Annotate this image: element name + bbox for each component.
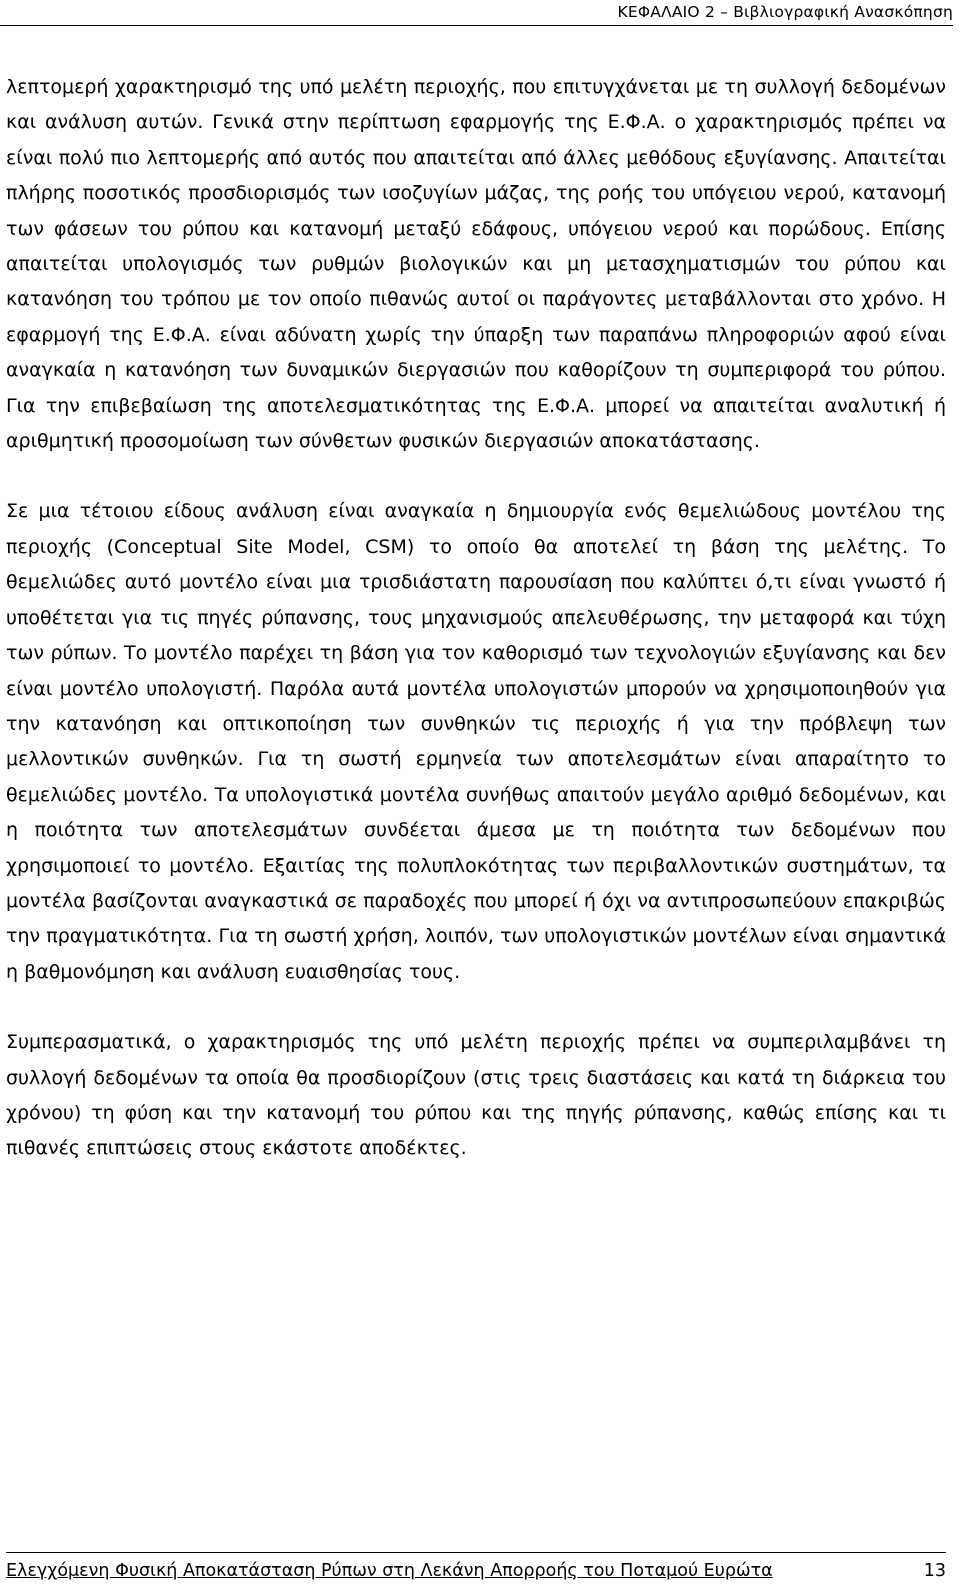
page-number: 13 <box>923 1561 946 1581</box>
page-header <box>0 2 953 26</box>
footer-document-title: Ελεγχόμενη Φυσική Αποκατάσταση Ρύπων στη Λεκάνη Απορροής του Ποταμού Ευρώτα <box>6 1561 773 1581</box>
chapter-title: ΚΕΦΑΛΑΙΟ 2 – Βιβλιογραφική Ανασκόπηση <box>617 3 953 21</box>
body-text <box>6 70 946 1167</box>
paragraph-3: Συμπερασματικά, ο χαρακτηρισμός της υπό μελέτη περιοχής πρέπει να συμπεριλαμβάνει τη συλλογή δεδομένων τα οποία θα προσδιορίζουν (στις τρεις διαστάσεις και κατά τη διάρκεια του χρόνου) τη φύση και την κατανομή του ρύπου και της πηγής ρύπανσης, καθώς επίσης και τι πιθανές επιπτώσεις στους εκάστοτε αποδέκτες. <box>6 1031 946 1160</box>
paragraph-2: Σε μια τέτοιου είδους ανάλυση είναι αναγκαία η δημιουργία ενός θεμελιώδους μοντέλου της περιοχής (Conceptual Site Model, CSM) το οποίο θα αποτελεί τη βάση της μελέτης. Το θεμελιώδες αυτό μοντέλο είναι μια τρισδιάστατη παρουσίαση που καλύπτει ό,τι είναι γνωστό ή υποθέτεται για τις πηγές ρύπανσης, τους μηχανισμούς απελευθέρωσης, την μεταφορά και τύχη των ρύπων. Το μοντέλο παρέχει τη βάση για τον καθορισμό των τεχνολογιών εξυγίανσης και δεν είναι μοντέλο υπολογιστή. Παρόλα αυτά μοντέλα υπολογιστών μπορούν να χρησιμοποιηθούν για την κατανόηση και οπτικοποίηση των συνθηκών τις περιοχής ή για την πρόβλεψη των μελλοντικών συνθηκών. Για τη σωστή ερμηνεία των αποτελεσμάτων είναι απαραίτητο το θεμελιώδες μοντέλο. Τα υπολογιστικά μοντέλα συνήθως απαιτούν μεγάλο αριθμό δεδομένων, και η ποιότητα των αποτελεσμάτων συνδέεται άμεσα με τη ποιότητα των δεδομένων που χρησιμοποιεί το μοντέλο. Εξαιτίας της πολυπλοκότητας των περιβαλλοντικών συστημάτων, τα μοντέλα βασίζονται αναγκαστικά σε παραδοχές που μπορεί ή όχι να αντιπροσωπεύουν επακριβώς την πραγματικότητα. Για τη σωστή χρήση, λοιπόν, των υπολογιστικών μοντέλων είναι σημαντικά η βαθμονόμηση και ανάλυση ευαισθησίας τους. <box>6 500 946 983</box>
paragraph-1: λεπτομερή χαρακτηρισμό της υπό μελέτη περιοχής, που επιτυγχάνεται με τη συλλογή δεδομένων και ανάλυση αυτών. Γενικά στην περίπτωση εφαρμογής της Ε.Φ.Α. ο χαρακτηρισμός πρέπει να είναι πολύ πιο λεπτομερής από αυτός που απαιτείται από άλλες μεθόδους εξυγίανσης. Απαιτείται πλήρης ποσοτικός προσδιορισμός των ισοζυγίων μάζας, της ροής του υπόγειου νερού, κατανομή των φάσεων του ρύπου και κατανομή μεταξύ εδάφους, υπόγειου νερού και πορώδους. Επίσης απαιτείται υπολογισμός των ρυθμών βιολογικών και μη μετασχηματισμών του ρύπου και κατανόηση του τρόπου με τον οποίο πιθανώς αυτοί οι παράγοντες μεταβάλλονται στο χρόνο. Η εφαρμογή της Ε.Φ.Α. είναι αδύνατη χωρίς την ύπαρξη των παραπάνω πληροφοριών αφού είναι αναγκαία η κατανόηση των δυναμικών διεργασιών που καθορίζουν τη συμπεριφορά του ρύπου. Για την επιβεβαίωση της αποτελεσματικότητας της Ε.Φ.Α. μπορεί να απαιτείται αναλυτική ή αριθμητική προσομοίωση των σύνθετων φυσικών διεργασιών αποκατάστασης. <box>6 76 946 453</box>
page-footer <box>6 1552 946 1583</box>
